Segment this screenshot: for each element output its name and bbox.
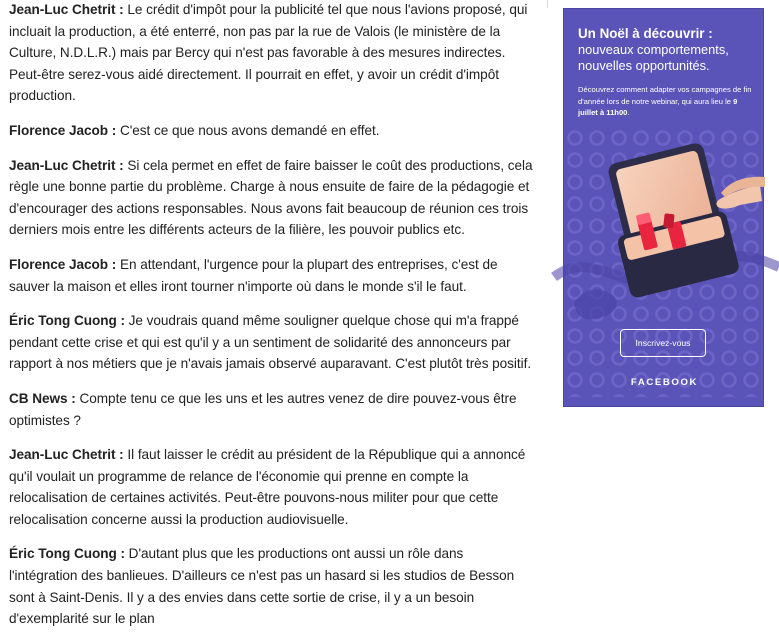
ad-body bbox=[578, 84, 758, 119]
register-button[interactable]: Inscrivez-vous bbox=[620, 329, 706, 357]
column-divider bbox=[547, 0, 548, 8]
ad-subtitle: nouveaux comportements, nouvelles opportunités. bbox=[578, 42, 729, 73]
paragraph-text: Je voudrais quand même souligner quelque chose qui m'a frappé pendant cette crise et qui est qu'il y a un sentiment de solidarité des annonceurs par rapport à nos métiers que je n'avais jamais observé auparavant. C'est plutôt très positif. bbox=[9, 313, 532, 372]
speaker-name: Éric Tong Cuong : bbox=[9, 313, 125, 329]
speaker-name: Éric Tong Cuong : bbox=[9, 546, 125, 562]
paragraph-text: Il faut laisser le crédit au président de la République qui a annoncé qu'il voulait un programme de relance de l'économie qui prenne en compte la relocalisation de certaines activités. Peut-être pouvons-nous militer pour que cette relocalisation concerne aussi la production audiovisuelle. bbox=[9, 447, 526, 527]
ad-body-date: 9 juillet à 11h00 bbox=[578, 96, 738, 117]
speaker-name: Jean-Luc Chetrit : bbox=[9, 2, 124, 17]
ad-body-text: Découvrez comment adapter vos campagnes de fin d'année lors de notre webinar, qui aura lieu le bbox=[578, 85, 752, 106]
speaker-name: Florence Jacob : bbox=[9, 122, 117, 138]
article-paragraph bbox=[9, 254, 534, 297]
speaker-name: Jean-Luc Chetrit : bbox=[9, 157, 124, 173]
paragraph-text: C'est ce que nous avons demandé en effet. bbox=[116, 122, 380, 138]
speaker-name: Jean-Luc Chetrit : bbox=[9, 447, 124, 463]
article-paragraph bbox=[9, 388, 534, 431]
ad-body-end: . bbox=[627, 108, 630, 117]
article-paragraph bbox=[9, 444, 534, 530]
article-paragraph bbox=[9, 310, 534, 375]
speaker-name: CB News : bbox=[9, 390, 76, 406]
article-paragraph bbox=[9, 0, 534, 107]
speaker-name: Florence Jacob : bbox=[9, 256, 117, 272]
paragraph-text: Compte tenu ce que les uns et les autres venez de dire pouvez-vous être optimistes ? bbox=[9, 390, 517, 428]
paragraph-text: Si cela permet en effet de faire baisser le coût des productions, cela règle une bonne partie du problème. Charge à nous ensuite de faire de la pédagogie et d'encourager des actions responsables. Nous avons fait beaucoup de réunion ces trois derniers mois entre les différents acteurs de la filière, les pouvoir publics etc. bbox=[9, 157, 533, 238]
paragraph-text: D'autant plus que les productions ont aussi un rôle dans l'intégration des banlieues. D'ailleurs ce n'est pas un hasard si les studios de Besson sont à Saint-Denis. Il y a des envies dans cette sortie de crise, il y a un besoin d'exemplarité sur le plan bbox=[9, 546, 515, 627]
article-paragraph bbox=[9, 120, 534, 142]
paragraph-text: Le crédit d'impôt pour la publicité tel que nous l'avions proposé, qui incluait la production, a été enterré, non pas par la rue de Valois (le ministère de la Culture, N.D.L.R.) mais par Bercy qui n'est pas favorable à des mesures indirectes. Peut-être serez-vous aidé directement. Il pourrait en effet, y avoir un crédit d'impôt production. bbox=[9, 2, 528, 104]
article-paragraph bbox=[9, 543, 534, 629]
article-paragraph bbox=[9, 155, 534, 241]
article-body bbox=[9, 0, 534, 643]
paragraph-text: En attendant, l'urgence pour la plupart des entreprises, c'est de sauver la maison et elles iront tourner n'importe où dans le monde s'il le faut. bbox=[9, 256, 498, 294]
facebook-ad-banner[interactable] bbox=[563, 8, 764, 407]
facebook-brand-label: FACEBOOK bbox=[630, 377, 699, 388]
ad-title: Un Noël à découvrir : bbox=[578, 26, 713, 41]
